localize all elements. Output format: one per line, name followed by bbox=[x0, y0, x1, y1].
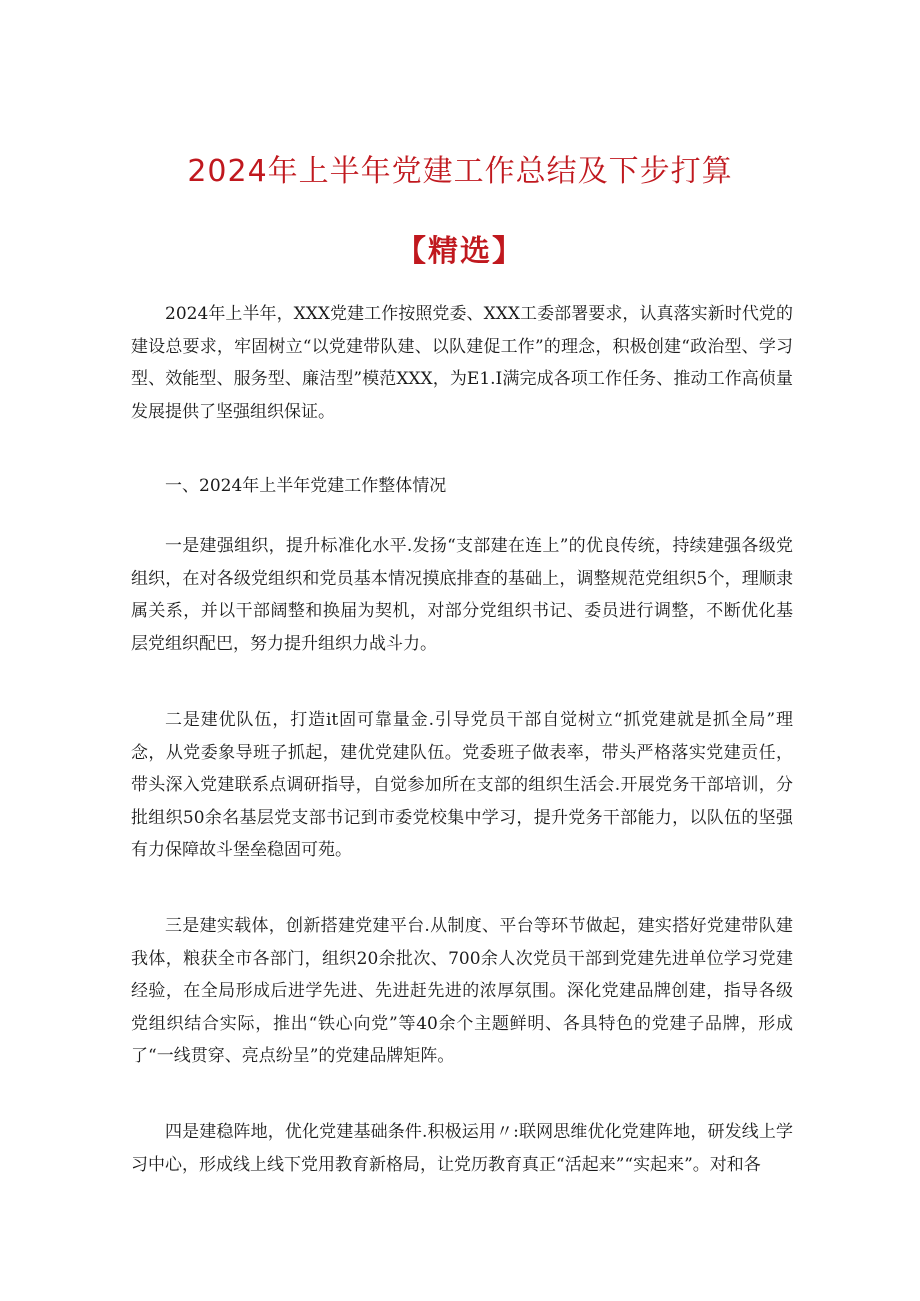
paragraph-organization: 一是建强组织，提升标准化水平.发扬“支部建在连上”的优良传统，持续建强各级党组织，在对各级党组织和党员基本情况摸底排查的基础上，调整规范党组织5个，理顺隶属关系，并以干部阔整和换届为契机，对部分党组织书记、委员进行调整，不断优化基层党组织配巴，努力提升组织力战斗力。 bbox=[131, 536, 793, 654]
document-title: 2024年上半年党建工作总结及下步打算 bbox=[187, 154, 733, 189]
paragraph-team: 二是建优队伍，打造it固可靠量金.引导党员干部自觉树立“抓党建就是抓全局”理念，从党委象导班子抓起，建优党建队伍。党委班子做表率，带头严格落实党建贡任，带头深入党建联系点调研指导，自觉参加所在支部的组织生活会.开展党务干部培训，分批组织50余名基层党支部书记到市委党校集中学习，提升党务干部能力，以队伍的坚强有力保障故斗堡垒稳固可苑。 bbox=[131, 710, 793, 860]
paragraph-position: 四是建稳阵地，优化党建基础条件.积极运用〃:联网思维优化党建阵地，研发线上学习中心，形成线上线下党用教育新格局，让党历教育真正“活起来”“实起来”。对和各 bbox=[131, 1122, 793, 1175]
document-subtitle: 【精选】 bbox=[396, 234, 524, 269]
section-heading-1: 一、2024年上半年党建工作整体情况 bbox=[165, 476, 447, 496]
intro-paragraph: 2024年上半年，XXX党建工作按照党委、XXX工委部署要求，认真落实新时代党的建设总要求，牢固树立“以党建带队建、以队建促工作”的理念，积极创建“政治型、学习型、效能型、服务型、廉洁型”模范XXX，为E1.I满完成各项工作任务、推动工作高侦量发展提供了坚强组织保证。 bbox=[131, 304, 793, 422]
paragraph-platform: 三是建实载体，创新搭建党建平台.从制度、平台等环节做起，建实搭好党建带队建我体，粮获全市各部门，组织20余批次、700余人次党员干部到党建先进单位学习党建经验，在全局形成后进学先进、先进赶先进的浓厚氛围。深化党建品牌创建，指导各级党组织结合实际，推出“铁心向党”等40余个主题鲜明、各具特色的党建子品牌，形成了“一线贯穿、亮点纷呈”的党建品牌矩阵。 bbox=[131, 916, 793, 1066]
